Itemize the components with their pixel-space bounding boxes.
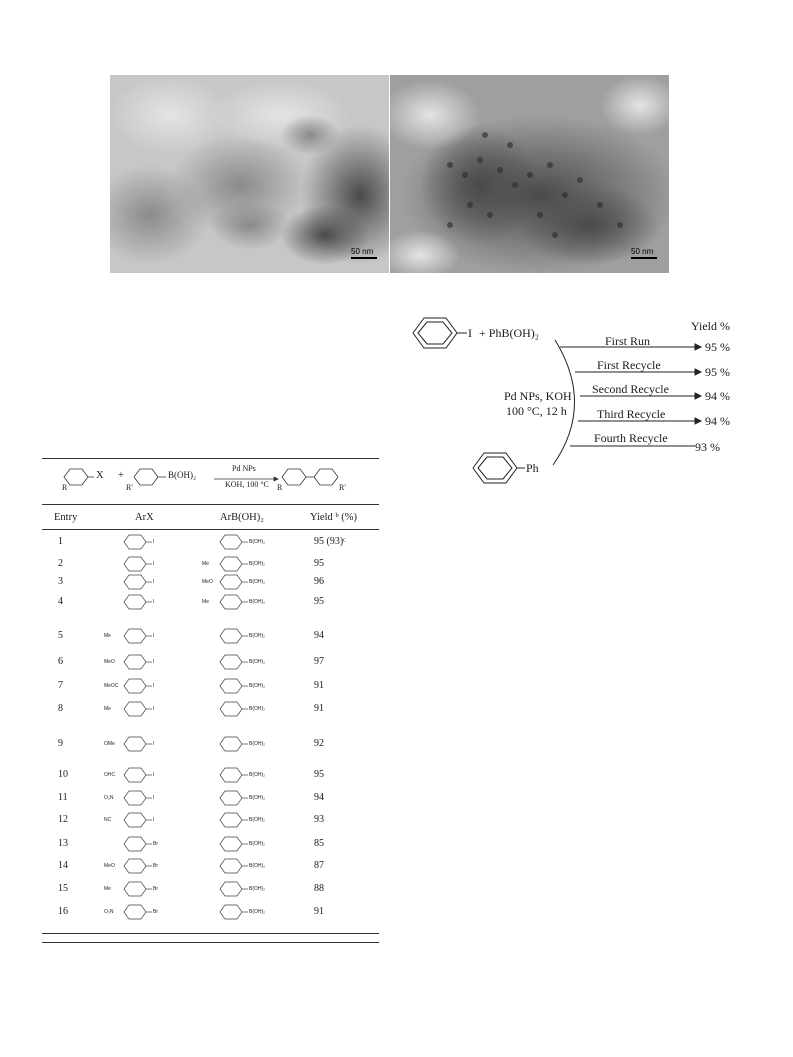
arb-substituent: MeO	[202, 579, 213, 585]
arb-substituent: Me	[202, 561, 209, 567]
arx-substituent: MeO	[104, 659, 115, 665]
table-equation-graphics	[42, 461, 379, 503]
row-entry: 15	[58, 883, 68, 894]
arx-substituent: O₂N	[104, 909, 114, 915]
tem-image-left	[110, 75, 389, 273]
benzene-ring-icon	[218, 534, 278, 550]
arx-substituent: NC	[104, 817, 112, 823]
row-yield: 95	[314, 769, 324, 780]
iodobenzene-ring	[413, 318, 467, 348]
arb-boronic: B(OH)₂	[249, 539, 266, 545]
row-entry: 11	[58, 792, 68, 803]
run-label-4: Third Recycle	[597, 407, 666, 421]
arx-substituent: OMe	[104, 741, 115, 747]
run-yield-1: 95 %	[705, 340, 730, 354]
benzene-ring-icon	[218, 836, 278, 852]
benzene-ring-icon	[122, 904, 182, 920]
arb-boronic: B(OH)₂	[249, 561, 266, 567]
header-entry: Entry	[54, 512, 78, 523]
table-bottom-rule-1	[42, 933, 379, 934]
eq-boronic: B(OH)₂	[168, 470, 197, 480]
arx-halide: I	[153, 579, 155, 585]
benzene-ring-icon	[122, 628, 182, 644]
header-yield: Yield ᵇ (%)	[310, 512, 357, 523]
arx-substituent: MeOC	[104, 683, 119, 689]
arx-halide: I	[153, 539, 155, 545]
benzene-ring-icon	[218, 736, 278, 752]
row-yield: 87	[314, 860, 324, 871]
benzene-ring-icon	[218, 904, 278, 920]
row-yield: 91	[314, 906, 324, 917]
benzene-ring-icon	[218, 678, 278, 694]
yield-header: Yield %	[691, 319, 730, 333]
arb-substituent: Me	[202, 599, 209, 605]
benzene-ring-icon	[218, 812, 278, 828]
row-yield: 96	[314, 576, 324, 587]
arx-halide: I	[153, 633, 155, 639]
benzene-ring-icon	[122, 574, 182, 590]
benzene-ring-icon	[218, 628, 278, 644]
benzene-ring-icon	[122, 881, 182, 897]
row-yield: 92	[314, 738, 324, 749]
arx-substituent: Me	[104, 633, 111, 639]
arb-boronic: B(OH)₂	[249, 579, 266, 585]
scale-bar-left	[351, 247, 377, 259]
arx-halide: I	[153, 561, 155, 567]
scheme-product-label: Ph	[526, 461, 539, 475]
arb-boronic: B(OH)₂	[249, 683, 266, 689]
benzene-ring-icon	[122, 594, 182, 610]
arx-halide: I	[153, 706, 155, 712]
scheme-reagent: + PhB(OH)₂	[479, 326, 539, 340]
benzene-ring-icon	[122, 654, 182, 670]
eq-conditions: KOH, 100 °C	[225, 480, 269, 489]
arx-halide: I	[153, 817, 155, 823]
run-label-5: Fourth Recycle	[594, 431, 668, 445]
arb-boronic: B(OH)₂	[249, 599, 266, 605]
eq-product-r2: R'	[339, 483, 346, 492]
eq-product-r: R	[277, 483, 283, 492]
benzene-ring-icon	[218, 574, 278, 590]
arb-boronic: B(OH)₂	[249, 741, 266, 747]
row-entry: 13	[58, 838, 68, 849]
table-header-rule-bottom	[42, 529, 379, 530]
row-entry: 16	[58, 906, 68, 917]
arx-halide: I	[153, 772, 155, 778]
arx-halide: I	[153, 599, 155, 605]
arb-boronic: B(OH)₂	[249, 659, 266, 665]
benzene-ring-icon	[122, 790, 182, 806]
scale-label-left: 50 nm	[351, 247, 374, 256]
row-yield: 95	[314, 596, 324, 607]
row-entry: 8	[58, 703, 63, 714]
arx-substituent: MeO	[104, 863, 115, 869]
table-top-rule	[42, 458, 379, 459]
row-entry: 4	[58, 596, 63, 607]
eq-x: X	[96, 470, 104, 481]
arb-boronic: B(OH)₂	[249, 817, 266, 823]
arx-halide: I	[153, 659, 155, 665]
arx-halide: I	[153, 741, 155, 747]
row-yield: 91	[314, 680, 324, 691]
row-entry: 2	[58, 558, 63, 569]
arb-boronic: B(OH)₂	[249, 772, 266, 778]
run-label-2: First Recycle	[597, 358, 661, 372]
run-label-1: First Run	[605, 334, 651, 348]
scheme-conditions-1: Pd NPs, KOH	[504, 389, 572, 403]
row-entry: 9	[58, 738, 63, 749]
scale-bar-right	[631, 247, 657, 259]
row-entry: 7	[58, 680, 63, 691]
arx-halide: Br	[153, 841, 158, 847]
arx-halide: I	[153, 795, 155, 801]
tem-texture-left	[110, 75, 389, 273]
benzene-ring-icon	[122, 736, 182, 752]
scale-line-right	[631, 257, 657, 259]
tem-image-right	[390, 75, 669, 273]
row-entry: 3	[58, 576, 63, 587]
benzene-ring-icon	[218, 790, 278, 806]
eq-plus: +	[118, 470, 124, 481]
benzene-ring-icon	[122, 836, 182, 852]
row-entry: 5	[58, 630, 63, 641]
benzene-ring-icon	[218, 556, 278, 572]
benzene-ring-icon	[122, 858, 182, 874]
arx-substituent: OHC	[104, 772, 116, 778]
row-yield: 85	[314, 838, 324, 849]
benzene-ring-icon	[218, 701, 278, 717]
benzene-ring-icon	[218, 654, 278, 670]
benzene-ring-icon	[122, 701, 182, 717]
benzene-ring-icon	[122, 767, 182, 783]
benzene-ring-icon	[218, 594, 278, 610]
row-yield: 93	[314, 814, 324, 825]
arb-boronic: B(OH)₂	[249, 863, 266, 869]
arb-boronic: B(OH)₂	[249, 795, 266, 801]
run-yield-4: 94 %	[705, 414, 730, 428]
row-yield: 88	[314, 883, 324, 894]
benzene-ring-icon	[122, 556, 182, 572]
row-yield: 95 (93)ᶜ	[314, 536, 346, 547]
substrate-table	[42, 458, 379, 944]
arx-halide: Br	[153, 909, 158, 915]
eq-catalyst: Pd NPs	[232, 464, 256, 473]
scale-line-left	[351, 257, 377, 259]
arb-boronic: B(OH)₂	[249, 706, 266, 712]
run-label-3: Second Recycle	[592, 382, 669, 396]
benzene-ring-icon	[122, 812, 182, 828]
run-yield-5: 93 %	[695, 440, 720, 454]
row-yield: 95	[314, 558, 324, 569]
benzene-ring-icon	[218, 858, 278, 874]
table-bottom-rule-2	[42, 942, 379, 943]
arx-substituent: Me	[104, 706, 111, 712]
benzene-ring-icon	[122, 678, 182, 694]
benzene-ring-icon	[122, 534, 182, 550]
row-entry: 1	[58, 536, 63, 547]
table-header-rule-top	[42, 504, 379, 505]
row-entry: 12	[58, 814, 68, 825]
arx-substituent: Me	[104, 886, 111, 892]
arx-substituent: O₂N	[104, 795, 114, 801]
arx-halide: I	[153, 683, 155, 689]
eq-r: R	[62, 483, 68, 492]
row-entry: 6	[58, 656, 63, 667]
benzene-ring-icon	[218, 881, 278, 897]
header-arb: ArB(OH)₂	[220, 512, 264, 523]
row-yield: 97	[314, 656, 324, 667]
run-yield-3: 94 %	[705, 389, 730, 403]
scheme-conditions-2: 100 °C, 12 h	[506, 404, 567, 418]
arb-boronic: B(OH)₂	[249, 841, 266, 847]
header-arx: ArX	[135, 512, 154, 523]
arb-boronic: B(OH)₂	[249, 633, 266, 639]
scale-label-right: 50 nm	[631, 247, 654, 256]
row-yield: 94	[314, 630, 324, 641]
benzene-ring-icon	[218, 767, 278, 783]
row-entry: 14	[58, 860, 68, 871]
arx-halide: Br	[153, 886, 158, 892]
tem-texture-right	[390, 75, 669, 273]
row-entry: 10	[58, 769, 68, 780]
product-ring	[473, 453, 525, 483]
arb-boronic: B(OH)₂	[249, 909, 266, 915]
row-yield: 94	[314, 792, 324, 803]
scheme-iodo-label: I	[468, 326, 472, 340]
arb-boronic: B(OH)₂	[249, 886, 266, 892]
row-yield: 91	[314, 703, 324, 714]
run-yield-2: 95 %	[705, 365, 730, 379]
arx-halide: Br	[153, 863, 158, 869]
eq-r2: R'	[126, 483, 133, 492]
recycling-scheme	[405, 310, 765, 495]
